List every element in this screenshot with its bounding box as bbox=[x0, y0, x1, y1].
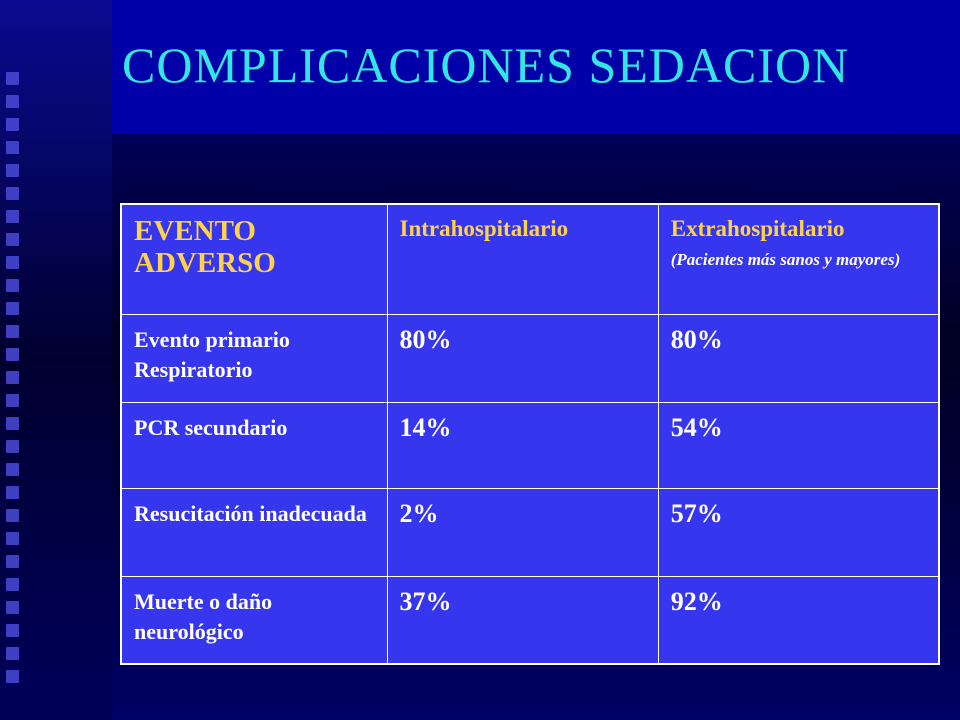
decorative-square bbox=[6, 118, 19, 131]
left-decorative-strip bbox=[0, 0, 112, 720]
header-extrahospitalario-note: (Pacientes más sanos y mayores) bbox=[670, 250, 901, 269]
decorative-square bbox=[6, 302, 19, 315]
decorative-square bbox=[6, 486, 19, 499]
header-evento-adverso: EVENTO ADVERSO bbox=[121, 204, 387, 314]
decorative-square bbox=[6, 72, 19, 85]
header-intrahospitalario bbox=[387, 204, 658, 314]
decorative-square bbox=[6, 601, 19, 614]
table-row bbox=[121, 576, 939, 664]
extra-value: 54% bbox=[658, 402, 939, 488]
table-row bbox=[121, 402, 939, 488]
extra-value: 80% bbox=[658, 314, 939, 402]
decorative-squares bbox=[6, 72, 28, 712]
decorative-square bbox=[6, 394, 19, 407]
decorative-square bbox=[6, 95, 19, 108]
slide-title: COMPLICACIONES SEDACION bbox=[122, 37, 850, 93]
extra-value: 92% bbox=[658, 576, 939, 664]
table-header-row bbox=[121, 204, 939, 314]
intra-value: 14% bbox=[387, 402, 658, 488]
decorative-square bbox=[6, 509, 19, 522]
decorative-square bbox=[6, 141, 19, 154]
row-label: Muerte o daño neurológico bbox=[121, 576, 387, 664]
decorative-square bbox=[6, 371, 19, 384]
intra-value: 37% bbox=[387, 576, 658, 664]
decorative-square bbox=[6, 463, 19, 476]
decorative-square bbox=[6, 440, 19, 453]
extra-value: 57% bbox=[658, 488, 939, 576]
decorative-square bbox=[6, 233, 19, 246]
intra-value: 2% bbox=[387, 488, 658, 576]
row-label: Evento primario Respiratorio bbox=[121, 314, 387, 402]
decorative-square bbox=[6, 532, 19, 545]
table-row bbox=[121, 314, 939, 402]
header-intrahospitalario-label: Intrahospitalario bbox=[399, 216, 569, 241]
intra-value: 80% bbox=[387, 314, 658, 402]
row-label: PCR secundario bbox=[121, 402, 387, 488]
header-extrahospitalario-label: Extrahospitalario bbox=[670, 216, 845, 241]
decorative-square bbox=[6, 187, 19, 200]
decorative-square bbox=[6, 647, 19, 660]
decorative-square bbox=[6, 164, 19, 177]
header-extrahospitalario bbox=[658, 204, 939, 314]
decorative-square bbox=[6, 624, 19, 637]
adverse-events-table bbox=[120, 203, 940, 665]
decorative-square bbox=[6, 417, 19, 430]
decorative-square bbox=[6, 256, 19, 269]
table-row bbox=[121, 488, 939, 576]
row-label: Resucitación inadecuada bbox=[121, 488, 387, 576]
decorative-square bbox=[6, 670, 19, 683]
decorative-square bbox=[6, 348, 19, 361]
decorative-square bbox=[6, 279, 19, 292]
decorative-square bbox=[6, 210, 19, 223]
decorative-square bbox=[6, 578, 19, 591]
decorative-square bbox=[6, 325, 19, 338]
decorative-square bbox=[6, 555, 19, 568]
